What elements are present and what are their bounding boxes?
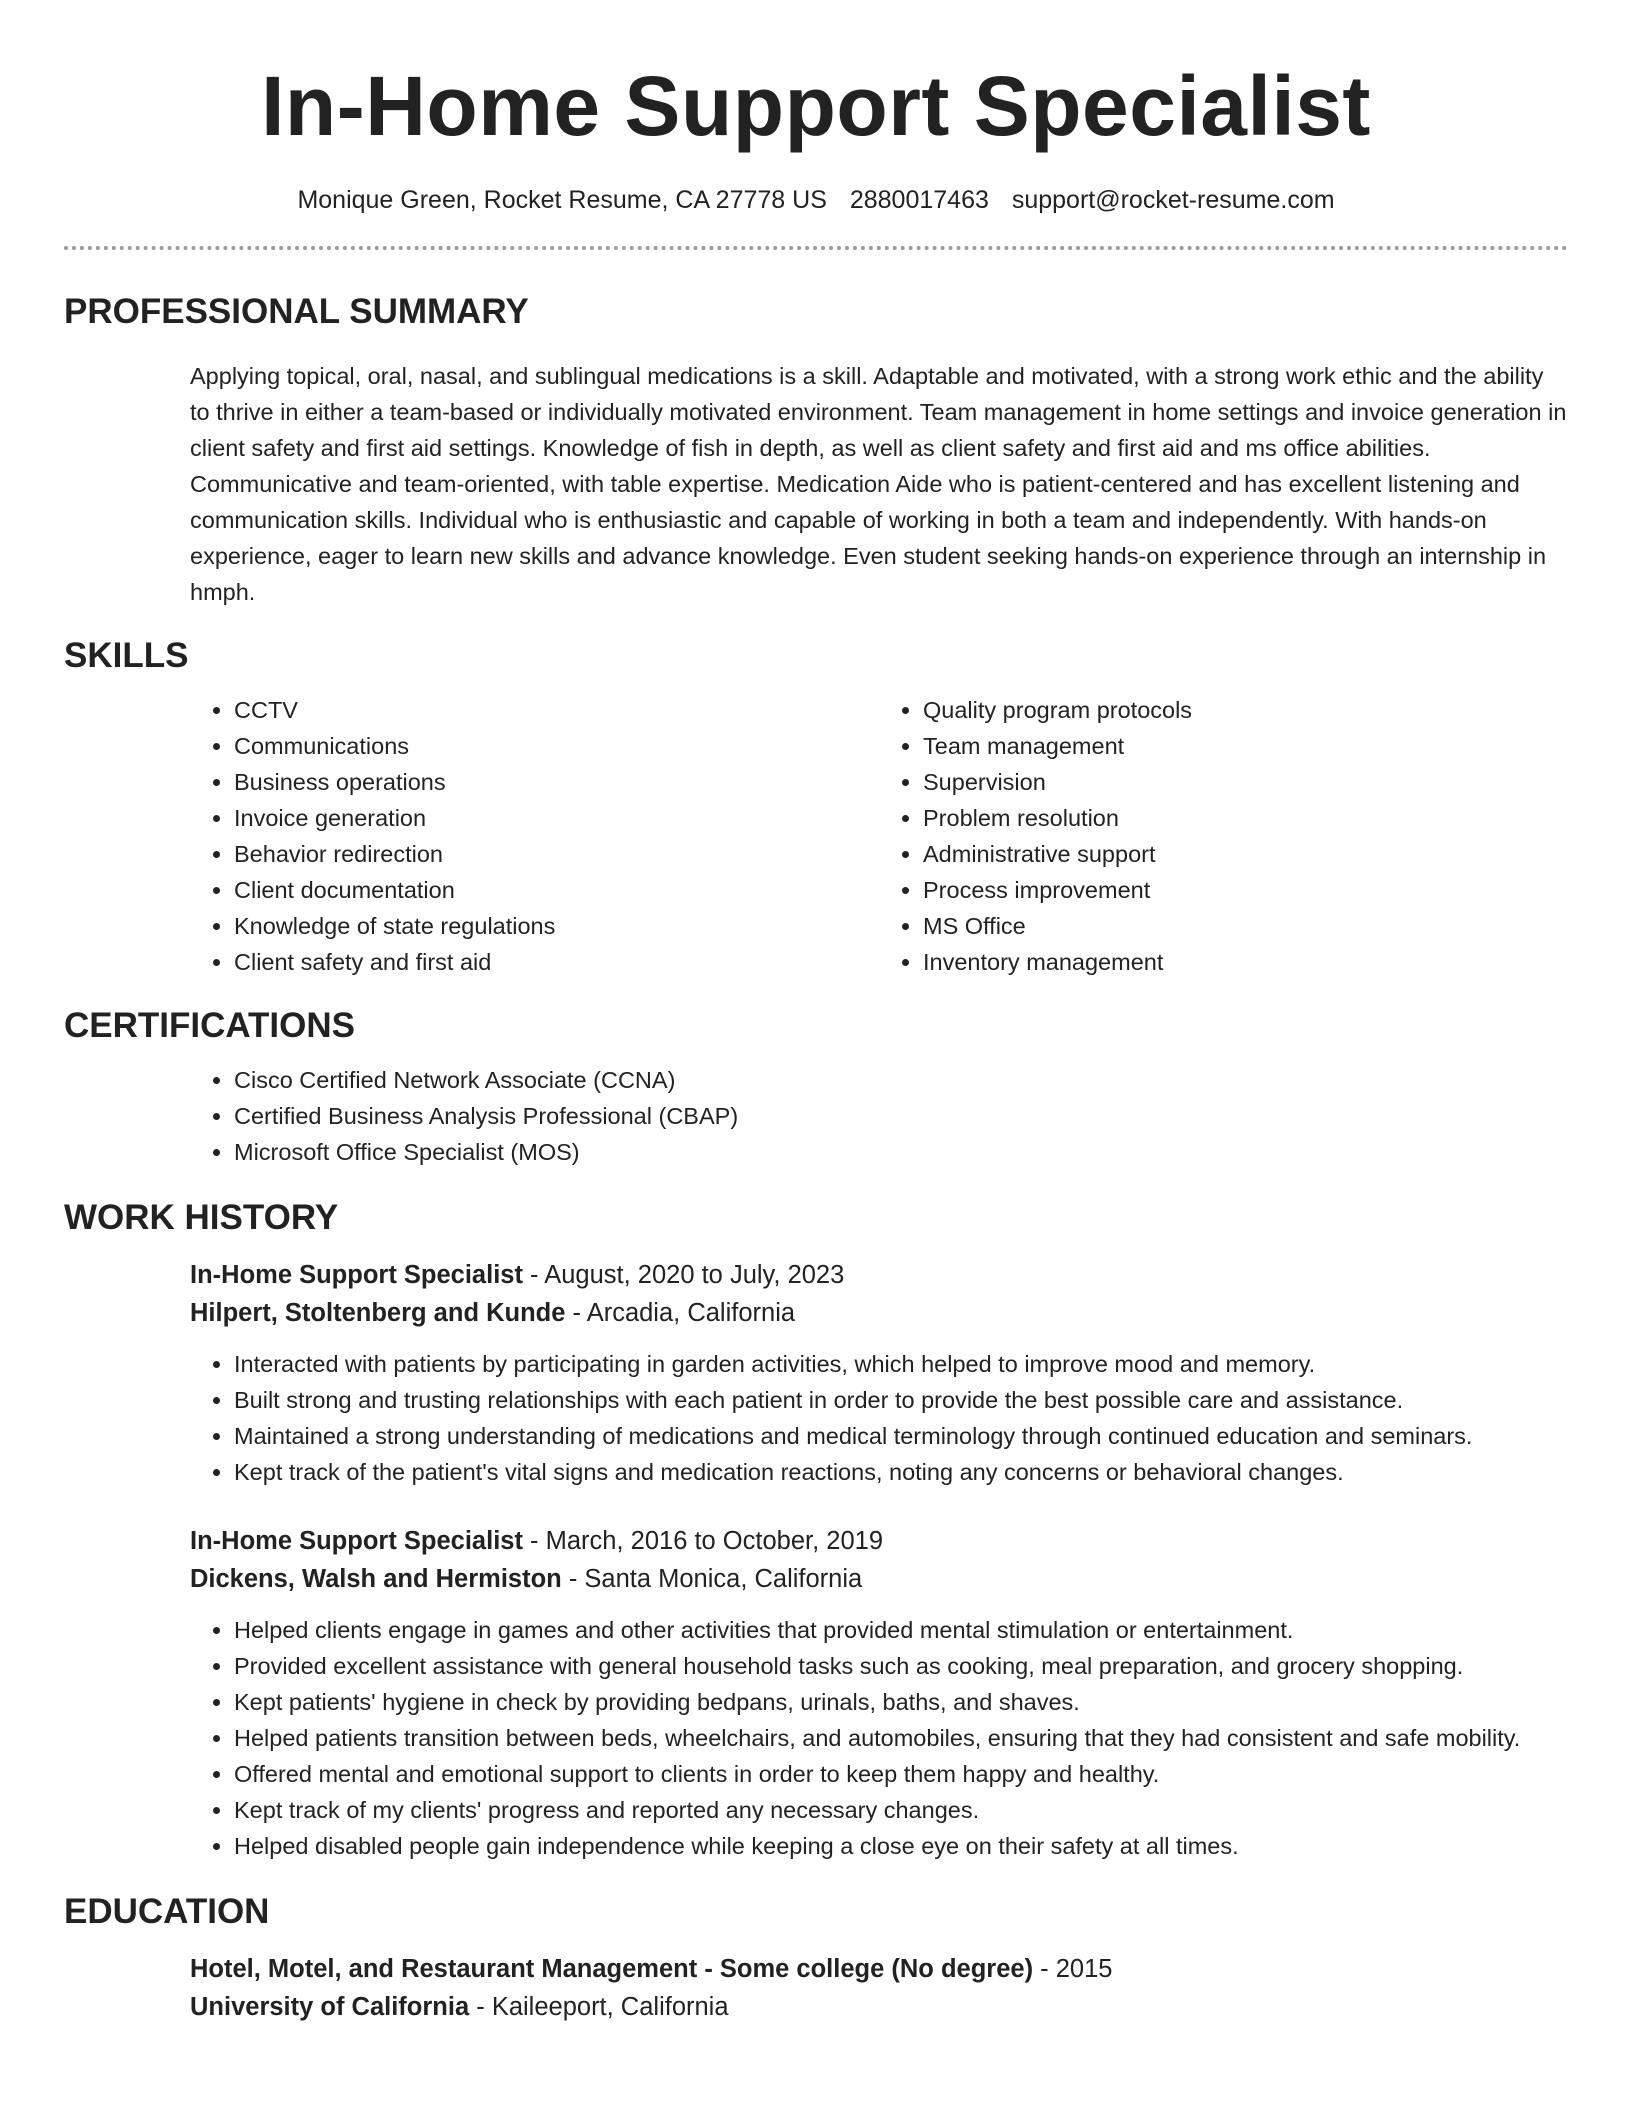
skills-list-left xyxy=(190,692,879,980)
contact-phone: 2880017463 xyxy=(849,186,989,214)
job-company-line xyxy=(190,1294,1568,1332)
job-dates: - August, 2020 to July, 2023 xyxy=(522,1261,845,1289)
job-company-line xyxy=(190,1560,1568,1598)
job-bullet: • Interacted with patients by participating in garden activities, which helped to improve mood and memory. xyxy=(234,1346,1568,1382)
job-entry xyxy=(64,1256,1568,1332)
skill-item: • Business operations xyxy=(234,764,879,800)
education-section xyxy=(64,1890,1568,2026)
job-bullets xyxy=(190,1346,1568,1490)
education-school: University of California xyxy=(190,1993,470,2021)
job-company: Dickens, Walsh and Hermiston xyxy=(190,1565,562,1593)
skill-item: • Team management xyxy=(923,728,1568,764)
contact-email: support@rocket-resume.com xyxy=(1011,186,1335,214)
job-title-line xyxy=(190,1256,1568,1294)
skill-item: • MS Office xyxy=(923,908,1568,944)
skill-item: • Client safety and first aid xyxy=(234,944,879,980)
education-school-line xyxy=(190,1988,1568,2026)
job-location: - Santa Monica, California xyxy=(561,1565,863,1593)
skill-item: • Inventory management xyxy=(923,944,1568,980)
work-history-section xyxy=(64,1196,1568,1864)
job-company: Hilpert, Stoltenberg and Kunde xyxy=(190,1299,566,1327)
skill-item: • Client documentation xyxy=(234,872,879,908)
candidate-name: In-Home Support Specialist xyxy=(261,59,1371,153)
job-bullet: • Kept track of the patient's vital signs and medication reactions, noting any concerns or behavioral changes. xyxy=(234,1454,1568,1490)
section-title-work-history: WORK HISTORY xyxy=(64,1198,339,1237)
job-entry xyxy=(64,1522,1568,1598)
section-title-summary: PROFESSIONAL SUMMARY xyxy=(64,292,529,331)
header-divider xyxy=(64,246,1568,250)
section-title-certifications: CERTIFICATIONS xyxy=(64,1006,356,1045)
job-location: - Arcadia, California xyxy=(565,1299,796,1327)
skill-item: • Invoice generation xyxy=(234,800,879,836)
skill-item: • Behavior redirection xyxy=(234,836,879,872)
education-entry xyxy=(64,1950,1568,2026)
education-year: - 2015 xyxy=(1033,1955,1113,1983)
section-title-education: EDUCATION xyxy=(64,1892,270,1931)
job-bullet: • Helped patients transition between beds, wheelchairs, and automobiles, ensuring that they had consistent and safe mobility. xyxy=(234,1720,1568,1756)
job-bullet: • Helped clients engage in games and other activities that provided mental stimulation or entertainment. xyxy=(234,1612,1568,1648)
skill-item: • CCTV xyxy=(234,692,879,728)
certifications-section xyxy=(64,1004,1568,1170)
education-degree-line xyxy=(190,1950,1568,1988)
certification-item: • Cisco Certified Network Associate (CCNA) xyxy=(234,1062,1568,1098)
skill-item: • Knowledge of state regulations xyxy=(234,908,879,944)
skill-item: • Communications xyxy=(234,728,879,764)
skill-item: • Administrative support xyxy=(923,836,1568,872)
professional-summary-section xyxy=(64,290,1568,610)
job-bullet: • Maintained a strong understanding of medications and medical terminology through continued education and seminars. xyxy=(234,1418,1568,1454)
skill-item: • Problem resolution xyxy=(923,800,1568,836)
education-degree: Hotel, Motel, and Restaurant Management - Some college (No degree) xyxy=(190,1955,1034,1983)
job-bullet: • Offered mental and emotional support to clients in order to keep them happy and healthy. xyxy=(234,1756,1568,1792)
skill-item: • Supervision xyxy=(923,764,1568,800)
summary-text: Applying topical, oral, nasal, and sublingual medications is a skill. Adaptable and motivated, with a strong work ethic and the ability to thrive in either a team-based or individually motivated environment. Team management in home settings and invoice generation in client safety and first aid settings. Knowledge of fish in depth, as well as client safety and first aid and ms office abilities. Communicative and team-oriented, with table expertise. Medication Aide who is patient-centered and has excellent listening and communication skills. Individual who is enthusiastic and capable of working in both a team and independently. With hands-on experience, eager to learn new skills and advance knowledge. Even student seeking hands-on experience through an internship in hmph. xyxy=(190,363,1567,605)
skills-list-right xyxy=(879,692,1568,980)
skill-item: • Process improvement xyxy=(923,872,1568,908)
certification-item: • Certified Business Analysis Professional (CBAP) xyxy=(234,1098,1568,1134)
contact-address: Monique Green, Rocket Resume, CA 27778 US xyxy=(297,186,827,214)
job-title-line xyxy=(190,1522,1568,1560)
education-location: - Kaileeport, California xyxy=(469,1993,729,2021)
job-bullets xyxy=(190,1612,1568,1864)
job-role: In-Home Support Specialist xyxy=(190,1261,523,1289)
job-bullet: • Provided excellent assistance with general household tasks such as cooking, meal preparation, and grocery shopping. xyxy=(234,1648,1568,1684)
job-bullet: • Kept patients' hygiene in check by providing bedpans, urinals, baths, and shaves. xyxy=(234,1684,1568,1720)
job-role: In-Home Support Specialist xyxy=(190,1527,523,1555)
skill-item: • Quality program protocols xyxy=(923,692,1568,728)
job-bullet: • Built strong and trusting relationships with each patient in order to provide the best possible care and assistance. xyxy=(234,1382,1568,1418)
job-bullet: • Kept track of my clients' progress and reported any necessary changes. xyxy=(234,1792,1568,1828)
contact-line xyxy=(64,184,1568,216)
certifications-list xyxy=(190,1062,1568,1170)
job-dates: - March, 2016 to October, 2019 xyxy=(522,1527,884,1555)
job-bullet: • Helped disabled people gain independence while keeping a close eye on their safety at all times. xyxy=(234,1828,1568,1864)
certification-item: • Microsoft Office Specialist (MOS) xyxy=(234,1134,1568,1170)
section-title-skills: SKILLS xyxy=(64,636,189,675)
skills-section xyxy=(64,634,1568,980)
